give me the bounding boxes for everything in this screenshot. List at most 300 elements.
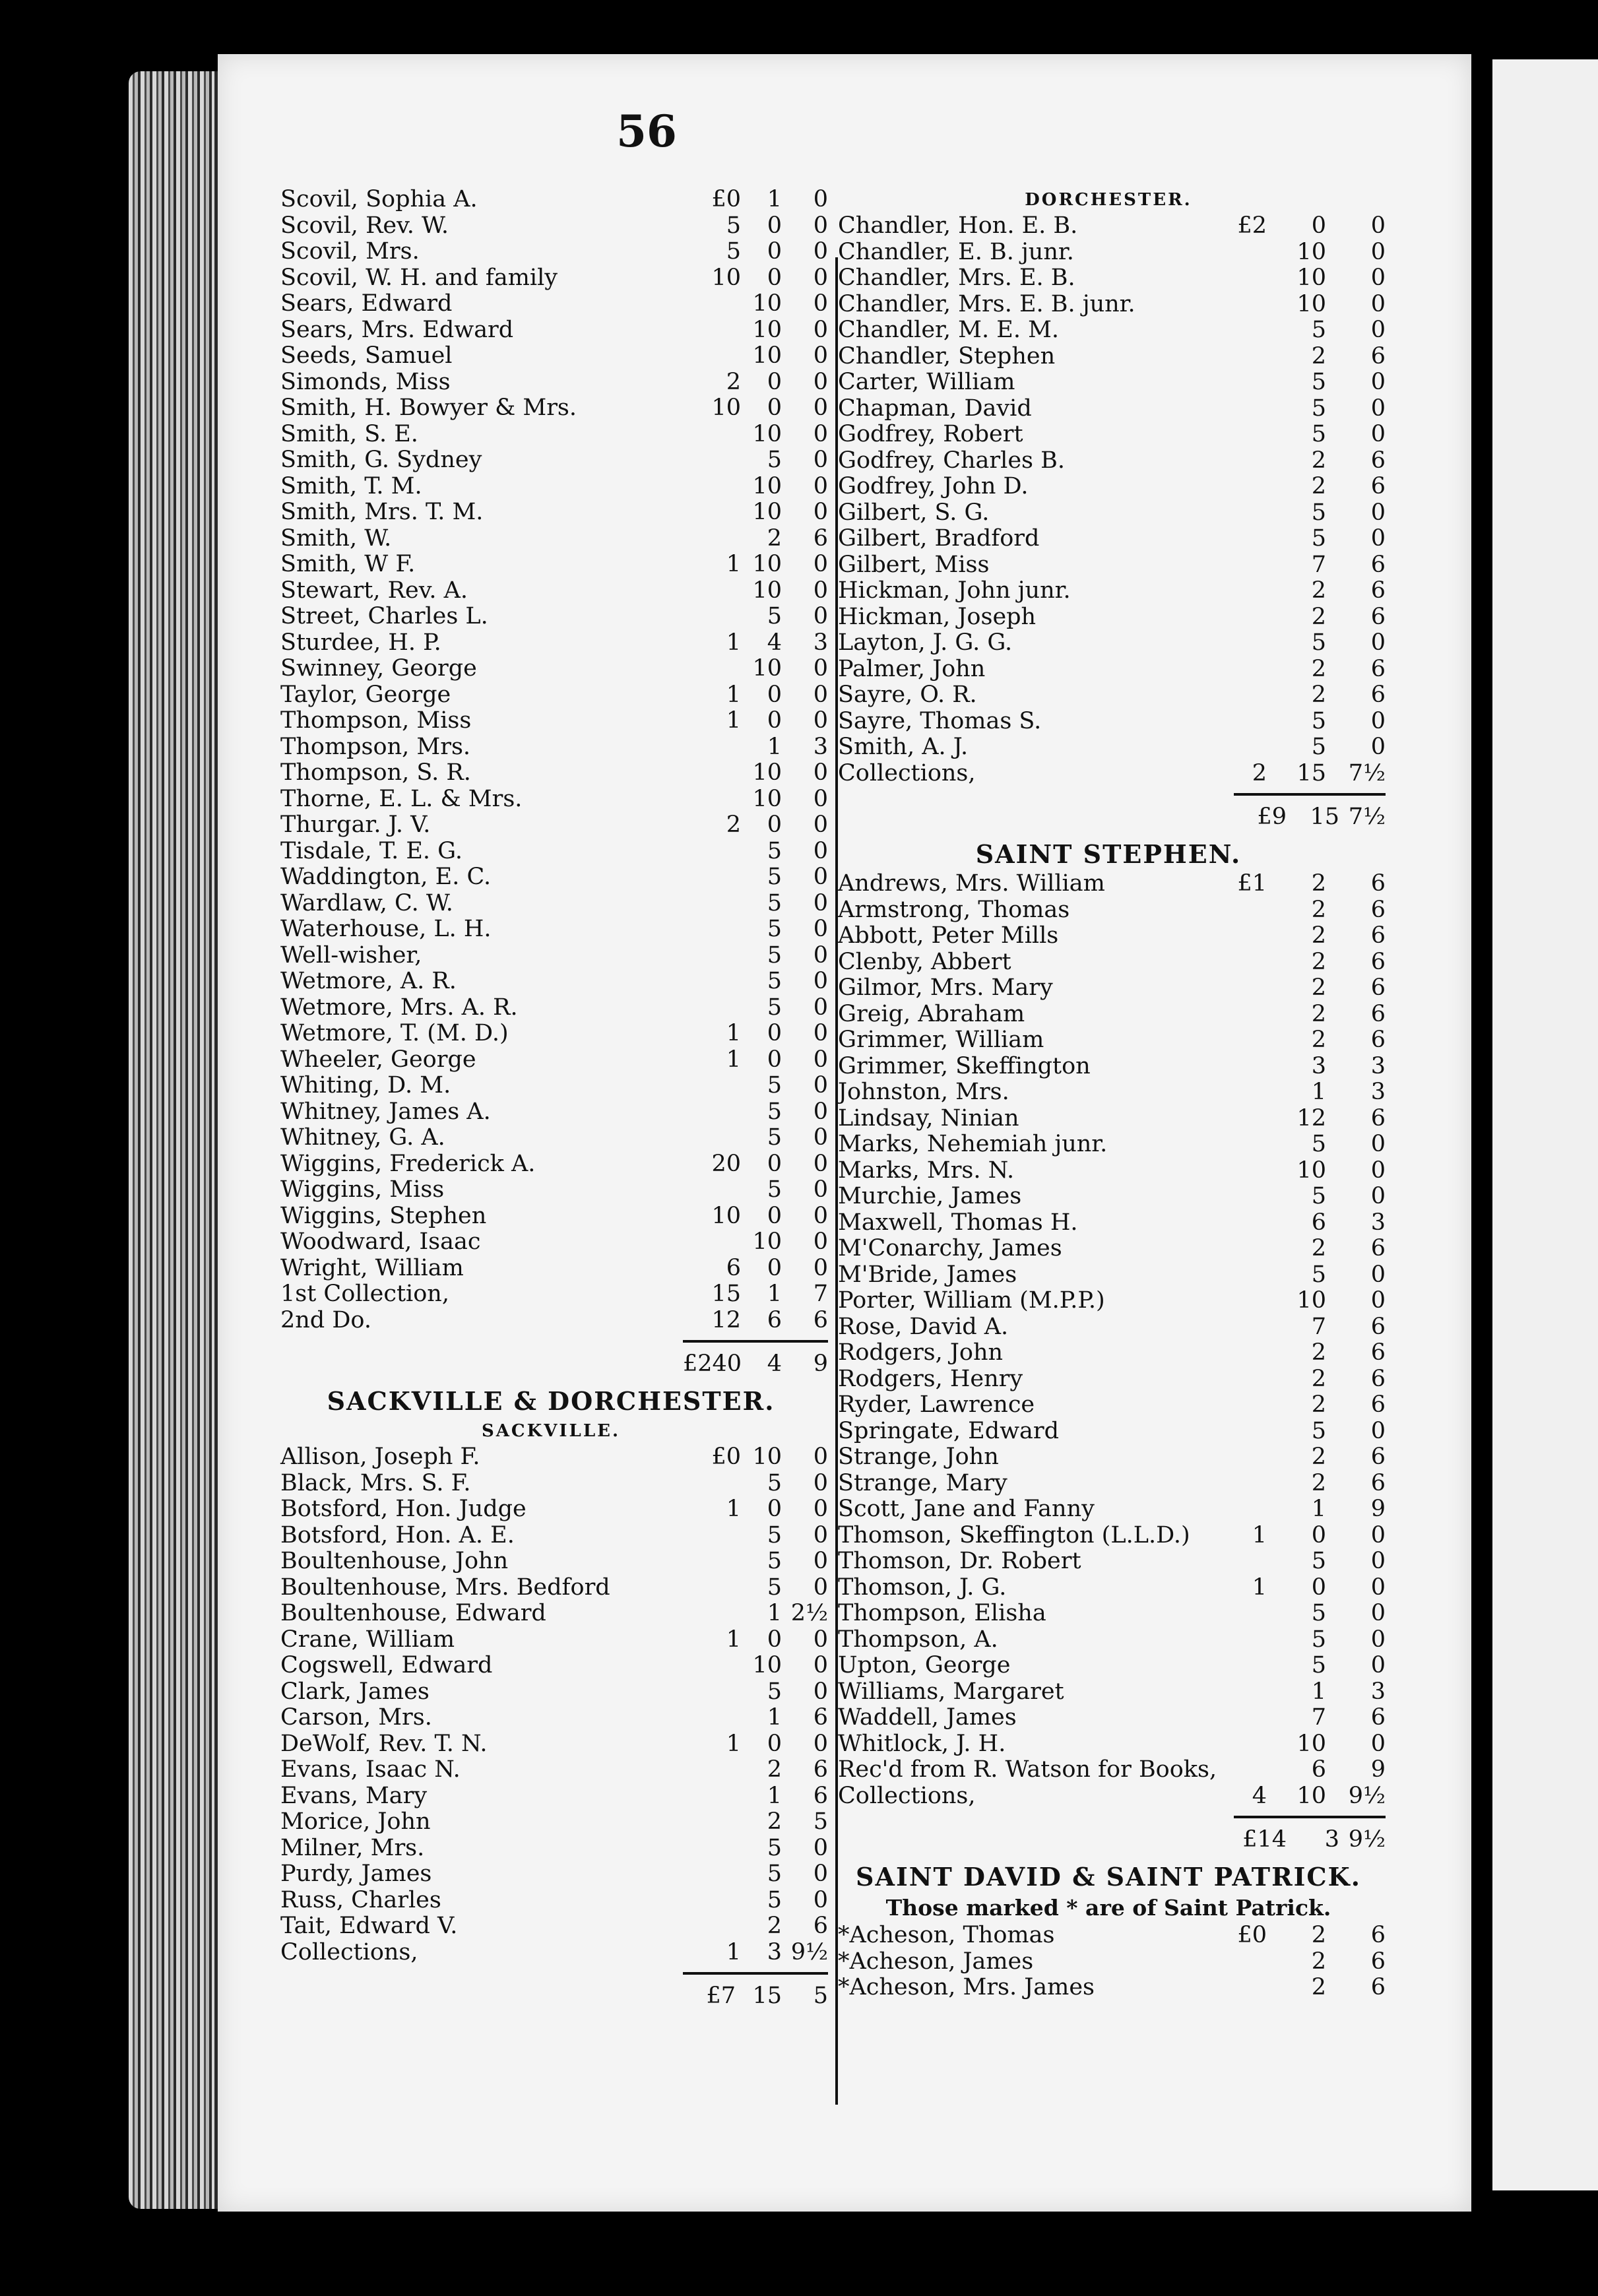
subscriber-row: [280, 707, 828, 734]
amount-pence: 0: [1370, 1652, 1386, 1678]
total-pence: 5: [813, 1983, 828, 2009]
amount-pence: 0: [813, 1886, 828, 1913]
subscriber-row: [280, 1678, 828, 1706]
subscriber-name: Milner, Mrs.: [280, 1834, 425, 1861]
subscriber-name: Abbott, Peter Mills: [838, 922, 1059, 949]
amount-shillings: 5: [1311, 1183, 1326, 1209]
amount-pence: 0: [1370, 1548, 1386, 1574]
subscriber-row: [280, 1444, 828, 1471]
amount-shillings: 2: [1311, 1922, 1326, 1948]
amount-shillings: 2: [1311, 1948, 1326, 1975]
amount-pounds: 6: [726, 1254, 741, 1281]
subscriber-name: Tisdale, T. E. G.: [280, 837, 463, 864]
amount-pence: 0: [813, 994, 828, 1021]
amount-pence: 6: [1370, 682, 1386, 708]
subscriber-row: [838, 1678, 1386, 1706]
amount-shillings: 2: [1311, 1974, 1326, 2000]
amount-pounds: £0: [1237, 1922, 1267, 1948]
amount-shillings: 5: [767, 941, 782, 969]
section-note: Those marked * are of Saint Patrick.: [885, 1895, 1331, 1921]
subscriber-row: [838, 734, 1386, 761]
amount-shillings: 10: [752, 316, 782, 343]
amount-pence: 0: [1370, 707, 1386, 734]
amount-shillings: 7: [1311, 1313, 1326, 1340]
subscriber-name: Thompson, A.: [838, 1626, 998, 1653]
amount-shillings: 7: [1311, 1704, 1326, 1731]
subscriber-row: [280, 629, 828, 656]
subscriber-row: [280, 472, 828, 500]
subscriber-row: [280, 1730, 828, 1758]
subscriber-name: Greig, Abraham: [838, 1000, 1025, 1027]
subscriber-name: Morice, John: [280, 1808, 431, 1835]
subscriber-name: Smith, W F.: [280, 551, 416, 577]
amount-shillings: 0: [767, 1626, 782, 1653]
subscriber-name: Black, Mrs. S. F.: [280, 1469, 471, 1496]
amount-pence: 6: [1370, 551, 1386, 578]
amount-pence: 0: [1370, 1261, 1386, 1288]
subscriber-row: [280, 1886, 828, 1914]
subscriber-name: Strange, Mary: [838, 1469, 1007, 1496]
subscriber-row: [280, 994, 828, 1021]
subscriber-name: Strange, John: [838, 1444, 999, 1470]
amount-shillings: 2: [1311, 655, 1326, 682]
amount-shillings: 2: [1311, 577, 1326, 604]
amount-pence: 0: [1370, 1417, 1386, 1444]
amount-pounds: 2: [726, 368, 741, 395]
subscriber-row: [280, 941, 828, 969]
amount-pence: 0: [813, 1469, 828, 1496]
amount-shillings: 0: [1311, 1574, 1326, 1601]
amount-pence: 0: [813, 1834, 828, 1861]
amount-shillings: 1: [1311, 1496, 1326, 1522]
amount-pence: 6: [1370, 1313, 1386, 1340]
amount-shillings: 5: [767, 994, 782, 1021]
amount-shillings: 12: [1296, 1104, 1326, 1132]
total-pounds: £14: [1242, 1826, 1287, 1853]
subscriber-name: Sears, Mrs. Edward: [280, 316, 514, 343]
subscriber-name: Johnston, Mrs.: [838, 1079, 1009, 1105]
amount-pence: 0: [1370, 395, 1386, 422]
total-pence: 9: [813, 1351, 828, 1377]
subscriber-name: Carter, William: [838, 369, 1015, 395]
amount-shillings: 2: [1311, 473, 1326, 499]
subscriber-row: [838, 447, 1386, 474]
amount-pence: 0: [1370, 525, 1386, 552]
subscriber-name: Wright, William: [280, 1254, 464, 1281]
amount-shillings: 5: [767, 889, 782, 916]
subscriber-row: [838, 1548, 1386, 1575]
amount-pence: 0: [813, 1072, 828, 1099]
subscriber-row: [838, 1704, 1386, 1731]
subscriber-name: Thompson, Elisha: [838, 1600, 1046, 1626]
amount-pence: 6: [1370, 577, 1386, 604]
amount-pounds: 5: [726, 212, 741, 239]
subscriber-row: [838, 896, 1386, 924]
subscriber-row: [280, 186, 828, 213]
amount-pence: 6: [1370, 1948, 1386, 1975]
right-column: [838, 187, 1386, 2001]
subscriber-row: [280, 1548, 828, 1575]
amount-pence: 0: [813, 395, 828, 421]
subscriber-row: [838, 238, 1386, 266]
amount-pence: 3: [813, 629, 828, 656]
subscriber-name: Russ, Charles: [280, 1886, 441, 1913]
left-list: [280, 186, 828, 1333]
amount-shillings: 5: [1311, 421, 1326, 447]
amount-pence: 0: [813, 916, 828, 942]
amount-shillings: 0: [1311, 1521, 1326, 1548]
subscriber-name: Smith, S. E.: [280, 420, 418, 447]
amount-pence: 0: [813, 1444, 828, 1470]
amount-pence: 0: [813, 472, 828, 499]
amount-shillings: 5: [767, 1678, 782, 1705]
subscriber-row: [838, 342, 1386, 370]
total-shillings: 3: [1324, 1826, 1339, 1853]
amount-pence: 0: [1370, 1730, 1386, 1757]
amount-pounds: 1: [726, 707, 741, 734]
saint-stephen-list: [838, 870, 1386, 1809]
amount-pence: 6: [813, 1306, 828, 1333]
subscriber-name: Springate, Edward: [838, 1417, 1060, 1444]
subscriber-row: [280, 1574, 828, 1601]
total-pence: 9½: [1348, 1826, 1386, 1853]
amount-pounds: 1: [726, 1496, 741, 1522]
subscriber-row: [280, 1124, 828, 1151]
amount-shillings: 0: [767, 812, 782, 838]
amount-shillings: 2: [767, 1756, 782, 1783]
amount-pence: 6: [1370, 1704, 1386, 1731]
subscriber-row: [838, 395, 1386, 422]
amount-shillings: 5: [1311, 499, 1326, 526]
subscriber-row: [838, 1782, 1386, 1810]
subscriber-row: [838, 317, 1386, 344]
subscriber-name: Thurgar. J. V.: [280, 812, 431, 838]
amount-shillings: 5: [767, 1886, 782, 1913]
amount-pence: 9: [1370, 1756, 1386, 1783]
amount-pence: 0: [1370, 1131, 1386, 1157]
amount-pence: 0: [813, 238, 828, 265]
amount-pence: 0: [813, 1678, 828, 1705]
amount-pounds: 1: [1252, 1521, 1267, 1548]
subscriber-name: Cogswell, Edward: [280, 1652, 493, 1678]
subscriber-row: [280, 1306, 828, 1334]
amount-shillings: 10: [752, 655, 782, 682]
facing-page-edge: [1492, 59, 1598, 2190]
subscriber-row: [838, 1261, 1386, 1289]
left-total: [683, 1340, 828, 1385]
amount-pounds: £1: [1237, 870, 1267, 897]
amount-shillings: 2: [1311, 870, 1326, 897]
amount-pence: 6: [1370, 870, 1386, 897]
subscriber-name: Boultenhouse, Edward: [280, 1600, 546, 1626]
amount-shillings: 5: [767, 1861, 782, 1887]
amount-pence: 6: [1370, 1922, 1386, 1948]
amount-pence: 6: [1370, 1365, 1386, 1392]
subscriber-name: Wiggins, Stephen: [280, 1202, 487, 1229]
amount-pence: 2½: [790, 1600, 828, 1626]
amount-shillings: 0: [767, 395, 782, 421]
amount-pence: 0: [813, 1861, 828, 1887]
subscriber-name: Rec'd from R. Watson for Books,: [838, 1756, 1217, 1783]
saint-stephen-total: [1234, 1816, 1386, 1861]
subscriber-name: Scovil, W. H. and family: [280, 264, 558, 291]
amount-pence: 0: [813, 1228, 828, 1255]
subscriber-row: [280, 1861, 828, 1888]
amount-pence: 0: [813, 1176, 828, 1203]
amount-shillings: 5: [767, 603, 782, 629]
amount-shillings: 5: [1311, 369, 1326, 395]
amount-pence: 0: [813, 264, 828, 291]
amount-shillings: 1: [767, 186, 782, 212]
amount-shillings: 10: [1296, 265, 1326, 291]
amount-pence: 6: [1370, 1974, 1386, 2000]
amount-pence: 0: [1370, 421, 1386, 447]
subscriber-name: Botsford, Hon. A. E.: [280, 1521, 515, 1548]
amount-shillings: 1: [767, 1600, 782, 1626]
subscriber-name: Godfrey, Robert: [838, 421, 1023, 447]
subscriber-name: Well-wisher,: [280, 941, 422, 969]
amount-pence: 0: [813, 655, 828, 682]
amount-pounds: 10: [711, 1202, 741, 1229]
subscriber-row: [280, 264, 828, 292]
amount-pence: 6: [1370, 655, 1386, 682]
subscriber-row: [838, 421, 1386, 448]
total-shillings: 15: [1310, 804, 1339, 830]
subscriber-name: Whiting, D. M.: [280, 1072, 451, 1099]
amount-shillings: 0: [767, 264, 782, 291]
subscriber-row: [838, 629, 1386, 656]
subscriber-row: [280, 1782, 828, 1810]
amount-shillings: 2: [1311, 1391, 1326, 1418]
subscriber-row: [838, 290, 1386, 318]
amount-pence: 6: [1370, 473, 1386, 499]
amount-pence: 0: [813, 1626, 828, 1653]
subscriber-row: [280, 733, 828, 761]
amount-pence: 0: [813, 1046, 828, 1073]
amount-shillings: 10: [1296, 1157, 1326, 1184]
amount-shillings: 0: [767, 1730, 782, 1757]
amount-shillings: 1: [767, 1281, 782, 1307]
subscriber-name: Smith, W.: [280, 525, 392, 552]
amount-pence: 0: [1370, 369, 1386, 395]
subscriber-row: [280, 212, 828, 239]
amount-shillings: 0: [767, 1496, 782, 1522]
subscriber-row: [280, 238, 828, 265]
subscriber-row: [280, 1046, 828, 1073]
subscriber-row: [280, 1834, 828, 1862]
subscriber-row: [838, 1496, 1386, 1523]
subscriber-row: [280, 916, 828, 943]
amount-shillings: 10: [752, 472, 782, 499]
amount-shillings: 1: [767, 733, 782, 760]
amount-pence: 0: [813, 368, 828, 395]
amount-pence: 0: [813, 603, 828, 629]
amount-pence: 6: [1370, 948, 1386, 975]
subscriber-name: Wetmore, A. R.: [280, 968, 457, 994]
amount-pence: 6: [813, 1704, 828, 1731]
amount-pounds: 1: [726, 551, 741, 577]
subscriber-row: [838, 1027, 1386, 1054]
amount-pence: 0: [813, 1521, 828, 1548]
subscriber-name: Hickman, John junr.: [838, 577, 1071, 604]
amount-pence: 7½: [1348, 759, 1386, 786]
amount-pence: 0: [813, 1254, 828, 1281]
dorchester-list: [838, 212, 1386, 786]
amount-shillings: 2: [1311, 1000, 1326, 1027]
subscriber-row: [838, 1157, 1386, 1184]
subscriber-row: [838, 948, 1386, 976]
subscriber-name: Thomson, Skeffington (L.L.D.): [838, 1521, 1190, 1548]
total-pence: 7½: [1348, 804, 1386, 830]
amount-pence: 6: [1370, 974, 1386, 1001]
amount-shillings: 5: [1311, 734, 1326, 760]
amount-pounds: 1: [726, 1626, 741, 1653]
amount-pence: 0: [1370, 1157, 1386, 1184]
subscriber-name: Rose, David A.: [838, 1313, 1009, 1340]
amount-pence: 0: [813, 759, 828, 786]
subscriber-name: Upton, George: [838, 1652, 1011, 1678]
subscriber-name: Thompson, S. R.: [280, 759, 471, 786]
subscriber-name: Whitlock, J. H.: [838, 1730, 1006, 1757]
subscriber-row: [280, 1913, 828, 1940]
amount-pence: 0: [1370, 1626, 1386, 1653]
subscriber-name: Layton, J. G. G.: [838, 629, 1013, 656]
subscriber-name: Simonds, Miss: [280, 368, 451, 395]
amount-shillings: 2: [1311, 922, 1326, 949]
amount-shillings: 2: [767, 525, 782, 552]
amount-pence: 9½: [1348, 1782, 1386, 1809]
amount-pounds: 10: [711, 264, 741, 291]
total-pounds: £240: [683, 1351, 742, 1377]
amount-shillings: 0: [767, 1254, 782, 1281]
amount-pounds: 15: [711, 1281, 741, 1307]
subscriber-name: Botsford, Hon. Judge: [280, 1496, 527, 1522]
amount-pence: 6: [1370, 1000, 1386, 1027]
subscriber-row: [838, 369, 1386, 396]
amount-pence: 6: [813, 1913, 828, 1939]
amount-shillings: 10: [1296, 1782, 1326, 1809]
subscriber-row: [838, 759, 1386, 787]
amount-pence: 3: [813, 733, 828, 760]
subscriber-row: [280, 368, 828, 396]
subscriber-name: Scovil, Mrs.: [280, 238, 420, 265]
subscriber-name: Gilmor, Mrs. Mary: [838, 974, 1053, 1001]
subscriber-row: [280, 1808, 828, 1835]
subscriber-row: [280, 342, 828, 369]
amount-pence: 0: [813, 707, 828, 734]
amount-pence: 0: [1370, 734, 1386, 760]
amount-pence: 0: [813, 1020, 828, 1046]
amount-shillings: 0: [767, 1150, 782, 1177]
amount-shillings: 10: [1296, 1287, 1326, 1314]
amount-shillings: 2: [1311, 1365, 1326, 1392]
subscriber-name: Chandler, Hon. E. B.: [838, 212, 1078, 239]
subscriber-row: [838, 265, 1386, 292]
subscriber-row: [838, 1339, 1386, 1366]
amount-pence: 3: [1370, 1052, 1386, 1079]
subscriber-name: Grimmer, Skeffington: [838, 1052, 1091, 1079]
subscriber-name: Seeds, Samuel: [280, 342, 453, 369]
amount-pence: 6: [1370, 1339, 1386, 1366]
amount-shillings: 2: [1311, 974, 1326, 1001]
amount-shillings: 4: [767, 629, 782, 656]
amount-pounds: 10: [711, 395, 741, 421]
amount-shillings: 2: [1311, 1027, 1326, 1053]
amount-pence: 7: [813, 1281, 828, 1307]
amount-pence: 6: [1370, 447, 1386, 474]
subscriber-row: [838, 1626, 1386, 1653]
amount-pence: 6: [1370, 922, 1386, 949]
subscriber-row: [280, 499, 828, 526]
amount-pence: 6: [1370, 1027, 1386, 1053]
subscriber-name: Wardlaw, C. W.: [280, 889, 453, 916]
amount-pence: 6: [1370, 1235, 1386, 1261]
subscriber-name: Waddell, James: [838, 1704, 1017, 1731]
amount-pence: 0: [813, 1124, 828, 1151]
subscriber-row: [280, 759, 828, 786]
amount-pence: 0: [813, 1548, 828, 1574]
subscriber-name: Purdy, James: [280, 1861, 432, 1887]
amount-shillings: 5: [767, 447, 782, 473]
subscriber-name: Tait, Edward V.: [280, 1913, 458, 1939]
subscriber-row: [838, 1079, 1386, 1106]
subscriber-row: [280, 525, 828, 552]
amount-pence: 0: [813, 812, 828, 838]
subscriber-name: Armstrong, Thomas: [838, 896, 1070, 923]
subscriber-name: Smith, Mrs. T. M.: [280, 499, 484, 525]
amount-shillings: 5: [1311, 629, 1326, 656]
amount-shillings: 10: [752, 551, 782, 577]
subscriber-name: M'Bride, James: [838, 1261, 1017, 1288]
amount-shillings: 0: [767, 1046, 782, 1073]
total-shillings: 4: [767, 1351, 782, 1377]
subscriber-row: [280, 1521, 828, 1549]
subscriber-row: [838, 1444, 1386, 1471]
amount-shillings: 5: [1311, 1626, 1326, 1653]
amount-shillings: 0: [767, 681, 782, 708]
amount-pounds: 4: [1252, 1782, 1267, 1809]
subscriber-row: [838, 473, 1386, 500]
amount-pence: 6: [813, 1756, 828, 1783]
subscriber-row: [838, 1574, 1386, 1601]
amount-shillings: 5: [1311, 707, 1326, 734]
amount-pence: 0: [813, 785, 828, 812]
subscriber-name: Gilbert, S. G.: [838, 499, 990, 526]
amount-shillings: 6: [767, 1306, 782, 1333]
amount-shillings: 0: [767, 368, 782, 395]
amount-shillings: 5: [1311, 1417, 1326, 1444]
amount-pounds: 1: [726, 1046, 741, 1073]
amount-pence: 0: [1370, 317, 1386, 343]
amount-pounds: 20: [711, 1150, 741, 1177]
subscriber-name: Williams, Margaret: [838, 1678, 1064, 1705]
subscriber-name: Thomson, J. G.: [838, 1574, 1007, 1601]
amount-pence: 0: [813, 1496, 828, 1522]
subscriber-name: Wiggins, Frederick A.: [280, 1150, 536, 1177]
subscriber-row: [280, 1281, 828, 1308]
amount-pence: 0: [813, 342, 828, 369]
subscriber-name: Chandler, M. E. M.: [838, 317, 1060, 343]
subscriber-name: Thompson, Miss: [280, 707, 472, 734]
amount-shillings: 10: [752, 577, 782, 604]
amount-shillings: 3: [767, 1938, 782, 1965]
subscriber-row: [838, 974, 1386, 1002]
subscriber-name: Carson, Mrs.: [280, 1704, 432, 1731]
subscriber-row: [838, 655, 1386, 683]
amount-pence: 6: [813, 1782, 828, 1809]
amount-shillings: 5: [767, 864, 782, 890]
amount-shillings: 10: [752, 1652, 782, 1678]
